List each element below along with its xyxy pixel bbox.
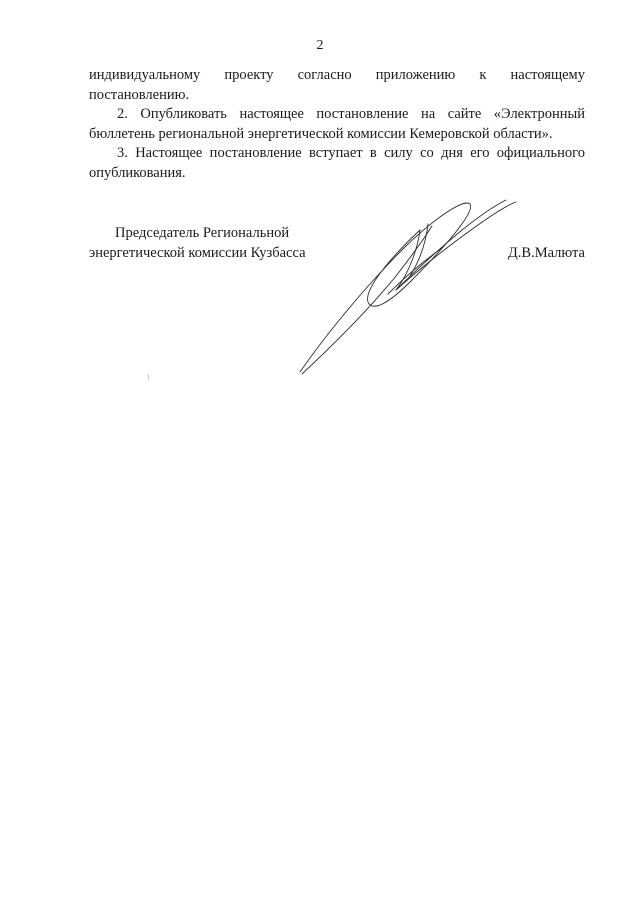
page-number: 2 — [316, 38, 324, 53]
paragraph-3: 3. Настоящее постановление вступает в силу со дня его официального опубликования. — [89, 145, 585, 181]
handwritten-signature — [292, 190, 522, 380]
scan-speck — [148, 374, 149, 380]
signatory-name: Д.В.Малюта — [507, 244, 585, 261]
paragraph-continuation-line — [89, 66, 585, 105]
document-body — [89, 66, 585, 183]
signatory-title-line-1: Председатель Региональной — [115, 225, 290, 241]
signatory-title-line-2: энергетической комиссии Кузбасса — [89, 244, 306, 261]
paragraph-2: 2. Опубликовать настоящее постановление на сайте «Электронный бюллетень региональной энергетической комиссии Кемеровской области». — [89, 106, 585, 142]
paragraph-1: индивидуальному проекту согласно приложению к настоящему постановлению. — [89, 67, 585, 103]
